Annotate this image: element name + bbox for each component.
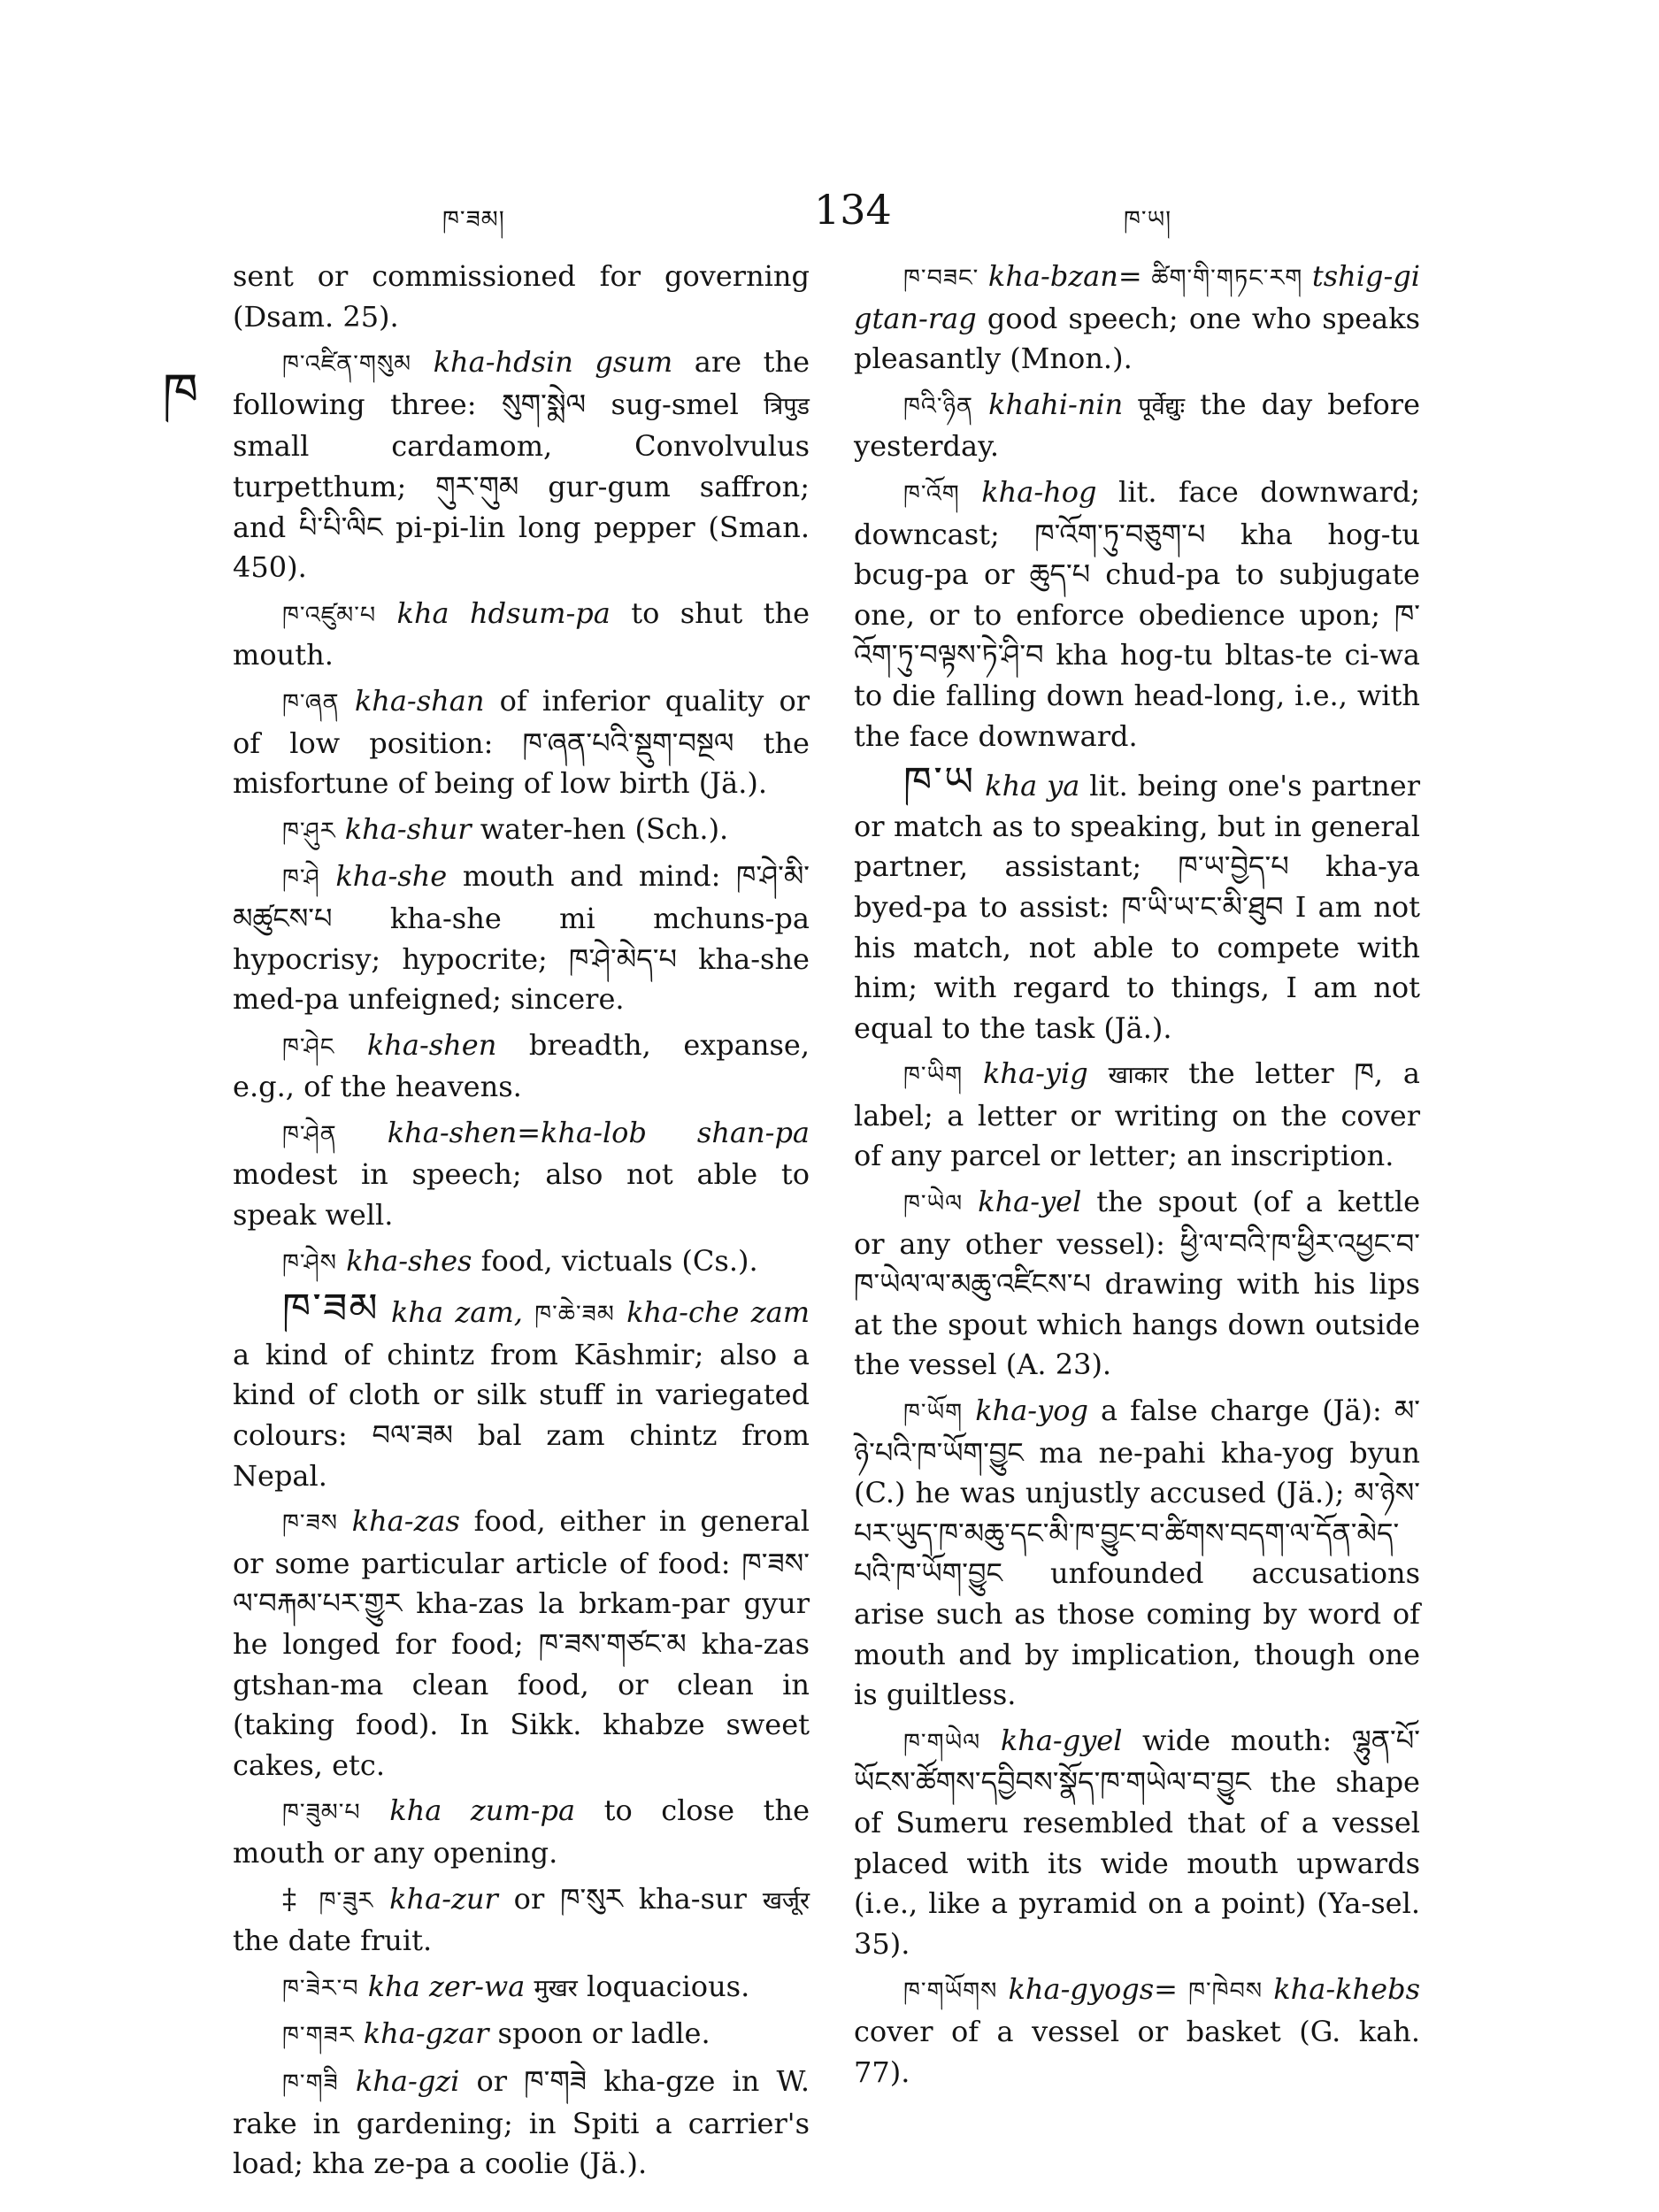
entry-definition: mouth and mind: ཁ་ཤེ་མི་མཚུངས་པ kha-she mi mchuns-pa hypocrisy; hypocrite; ཁ་ཤེ་མེད་པ kha-she med-pa unfeigned; sincere. [233, 859, 810, 1017]
headword-transliteration: kha-gzar [363, 2016, 489, 2051]
entry-definition-cont: the day before yesterday. [854, 387, 1421, 464]
entry-definition [525, 1970, 534, 2003]
dictionary-entry [233, 257, 810, 337]
entry-definition-cont: the letter ཁ, a label; a letter or writing on the cover of any parcel or letter; an inscription. [854, 1056, 1421, 1173]
dictionary-entry [233, 1791, 810, 1873]
headword-transliteration: kha ya [985, 769, 1080, 803]
headword-tibetan: ཁ་ཞན [282, 688, 340, 717]
headword-transliteration: kha-gyel [1000, 1723, 1123, 1757]
left-column [233, 257, 810, 2190]
dictionary-entry [233, 1879, 810, 1962]
headword-transliteration: kha-zas [351, 1504, 460, 1539]
headword-tibetan: ཁ་འོག [903, 480, 960, 508]
headword-transliteration: khahi-nin [988, 387, 1124, 421]
right-column [854, 257, 1420, 2098]
headword-tibetan: ཁ་ཟེར་བ [282, 1974, 359, 2002]
dictionary-entry [233, 594, 810, 676]
headword-tibetan: ཁ་ཟུར [319, 1886, 374, 1915]
headword-tibetan: ཁ་གཡེལ [903, 1728, 981, 1756]
entry-definition: lit. face downward; downcast; ཁ་འོག་ཏུ་བཅུག་པ kha hog-tu bcug-pa or ཆུད་པ chud-pa to subjugate one, or to enforce obedience upon; ཁ་འོག་ཏུ་བལྟས་ཏེ་ཤི་བ kha hog-tu bltas-te ci-wa to die falling down head-long, i.e., with the face downward. [854, 474, 1421, 753]
entry-definition-cont: small cardamom, Convolvulus turpetthum; གུར་གུམ gur-gum saffron; and པི་པི་ལིང pi-pi-lin long pepper (Sman. 450). [233, 429, 810, 585]
dictionary-entry [854, 1054, 1420, 1177]
entry-definition-cont: the date fruit. [233, 1924, 433, 1958]
entry-text: sent or commissioned for governing (Dsam. 25). [233, 259, 810, 334]
headword-tibetan: ཁ་འཛིན་གསུམ [282, 350, 412, 379]
headword-tibetan: ཁ་ཡོག [903, 1399, 964, 1427]
headword-tibetan-large: ཁ་ཡ [903, 757, 976, 806]
sanskrit-equivalent: खर्जूर [762, 1886, 810, 1915]
headword-transliteration: kha-shen [366, 1027, 497, 1062]
headword-transliteration: kha-shur [344, 811, 472, 846]
headword-tibetan: ཁ་གཟི [282, 2069, 339, 2097]
entry-definition: cover of a vessel or basket (G. kah. 77). [854, 2014, 1420, 2089]
headword-transliteration: kha-yog [975, 1394, 1088, 1428]
headword-tibetan: ཁ་འཛུམ་པ [282, 601, 377, 629]
header-right-tibetan: ཁ་ཡ། [1124, 206, 1172, 234]
entry-definition: breadth, expanse, e.g., of the heavens. [233, 1027, 810, 1104]
dictionary-entry [233, 810, 810, 852]
headword-transliteration: kha zum-pa [389, 1793, 576, 1828]
headword-tibetan: ཁ་གཟར [282, 2022, 355, 2050]
headword-tibetan: ཁ་ཤེང [282, 1033, 335, 1061]
dictionary-entry [233, 342, 810, 588]
headword-tibetan: ཁ་ཤེས [282, 1248, 337, 1277]
headword-tibetan: ཁ་ཤེ [282, 864, 320, 893]
dictionary-entry [854, 472, 1420, 757]
headword-transliteration: kha-hog [981, 474, 1097, 509]
entry-definition: to close the mouth or any opening. [233, 1793, 810, 1870]
headword-transliteration: kha zer-wa [367, 1969, 526, 2003]
dagger-mark: ‡ [282, 1881, 319, 1916]
headword-transliteration: kha-hdsin gsum [433, 345, 673, 380]
synonym-transliteration: tshig-gi gtan-rag [854, 259, 1421, 335]
dictionary-entry [854, 1391, 1420, 1716]
dictionary-entry [233, 1502, 810, 1786]
dictionary-entry [233, 1113, 810, 1236]
dictionary-entry [854, 1182, 1420, 1386]
dictionary-entry [233, 681, 810, 804]
synonym-transliteration: kha-khebs [1273, 1972, 1420, 2007]
headword-transliteration: kha-zur [389, 1881, 498, 1916]
headword-transliteration: kha hdsum-pa [396, 595, 611, 630]
headword-transliteration: kha-shen=kha-lob shan-pa [387, 1115, 810, 1149]
headword-transliteration: kha-shan [354, 683, 485, 718]
entry-definition: to shut the mouth. [233, 595, 810, 672]
entry-definition: a kind of chintz from Kāshmir; also a kind of cloth or silk stuff in variegated colours: བལ་ཟམ bal zam chintz from Nepal. [233, 1337, 810, 1493]
headword-tibetan: ཁའི་ཉིན [903, 392, 974, 420]
synonym-tibetan: ཁ་ཁེབས [1188, 1978, 1263, 2006]
headword-tibetan: ཁ་ཟས [282, 1509, 338, 1538]
headword-transliteration: kha-yel [978, 1185, 1082, 1219]
dictionary-entry [233, 1284, 810, 1496]
entry-definition: or ཁ་གཟེ kha-gze in W. rake in gardening; in Spiti a carrier's load; kha ze-pa a coolie (Jä.). [233, 2063, 810, 2181]
headword-transliteration: kha-yig [983, 1056, 1088, 1091]
headword-tibetan: ཁ་ཡེལ [903, 1190, 964, 1218]
page-number: 134 [814, 186, 892, 234]
entry-definition: food, victuals (Cs.). [472, 1243, 758, 1278]
headword-transliteration: kha zam, [391, 1295, 523, 1330]
headword-tibetan: ཁ་གཡོགས [903, 1978, 998, 2006]
dictionary-entry [233, 1967, 810, 2009]
headword-tibetan-large: ཁ་ཟམ [282, 1284, 380, 1333]
sanskrit-equivalent: त्रिपुड [764, 392, 810, 420]
headword-transliteration: kha-she [335, 859, 448, 894]
entry-definition: or ཁ་སུར kha-sur [497, 1881, 763, 1916]
headword-transliteration: kha-bzan= [987, 259, 1142, 293]
headword-tibetan: ཁ་ཤེན [282, 1120, 337, 1148]
sanskrit-equivalent: पूर्वेद्युः [1138, 392, 1186, 420]
headword-tibetan: ཁ་ཡིག [903, 1062, 964, 1090]
synonym-tibetan: ཁ་ཆེ་ཟམ [534, 1301, 615, 1329]
entry-definition: of inferior quality or of low position: ཁ་ཞན་པའི་སྡུག་བསྔལ the misfortune of being of low birth (Jä.). [233, 683, 810, 801]
synonym-tibetan: ཚིག་གི་གཏང་རག [1151, 265, 1303, 292]
sanskrit-equivalent: खाकार [1108, 1062, 1169, 1090]
dictionary-entry [233, 2062, 810, 2185]
page-header [0, 186, 1659, 248]
synonym-transliteration: kha-che zam [626, 1295, 810, 1330]
dictionary-entry [233, 856, 810, 1019]
entry-definition [1088, 1056, 1109, 1090]
dictionary-entry [233, 2014, 810, 2056]
entry-definition [1123, 388, 1138, 421]
dictionary-entry [854, 1970, 1420, 2093]
header-left-tibetan: ཁ་ཟམ། [442, 206, 505, 234]
dictionary-entry [854, 757, 1421, 1048]
entry-definition-cont: loquacious. [577, 1969, 750, 2003]
dictionary-entry [854, 385, 1420, 467]
entry-definition: the spout (of a kettle or any other vessel): ཕྱི་ལ་བའི་ཁ་ཕྱིར་འཕྱང་བ་ཁ་ཡེལ་ལ་མཆུ་འཛིངས་པ drawing with his lips at the spout which hangs down outside the vessel (A. 23). [854, 1185, 1421, 1382]
entry-definition: spoon or ladle. [488, 2016, 710, 2051]
entry-definition: modest in speech; also not able to speak well. [233, 1157, 810, 1233]
headword-transliteration: kha-gzi [355, 2063, 460, 2098]
entry-definition: good speech; one who speaks pleasantly (Mnon.). [854, 301, 1420, 376]
dictionary-entry [233, 1025, 810, 1108]
entry-definition: wide mouth: ལྷུན་པོ་ཡོངས་ཚོགས་དབྱིབས་སྣོད་ཁ་གཡེལ་བ་བྱུང the shape of Sumeru resembled that of a vessel placed with its wide mouth upwards (i.e., like a pyramid on a point) (Ya-sel. 35). [854, 1723, 1421, 1961]
entry-definition: food, either in general or some particular article of food: ཁ་ཟས་ལ་བརྐམ་པར་གྱུར kha-zas la brkam-par gyur he longed for food; ཁ་ཟས་གཙང་མ kha-zas gtshan-ma clean food, or clean in (taking food). In Sikk. khabze sweet cakes, etc. [233, 1504, 810, 1782]
dictionary-entry [854, 1721, 1420, 1965]
entry-definition: a false charge (Jä): མ་ཉེ་པའི་ཁ་ཡོག་བྱུང ma ne-pahi kha-yog byun (C.) he was unjustly accused (Jä.); མ་ཉེས་པར་ཡུད་ཁ་མཆུ་དང་མི་ཁ་བྱུང་བ་ཚིགས་བདག་ལ་དོན་མེད་པའི་ཁ་ཡོག་བྱུང unfounded accusations arise such as those coming by word of mouth and by implication, though one is guiltless. [854, 1394, 1420, 1712]
dictionary-entry [854, 257, 1420, 380]
sanskrit-equivalent: मुखर [534, 1974, 578, 2002]
margin-letter-mark: ཁ [162, 362, 199, 422]
headword-transliteration: kha-gyogs= [1008, 1972, 1178, 2007]
headword-transliteration: kha-shes [346, 1243, 472, 1278]
headword-tibetan: ཁ་བཟང་ [903, 265, 979, 292]
entry-definition: are the following three: སུག་སྨེལ sug-smel [233, 345, 810, 421]
headword-tibetan: ཁ་ཟུམ་པ [282, 1799, 361, 1827]
entry-definition: water-hen (Sch.). [471, 811, 729, 846]
dictionary-entry [233, 1241, 810, 1284]
entry-definition: lit. being one's partner or match as to speaking, but in general partner, assistant; ཁ་ཡ་བྱེད་པ kha-ya byed-pa to assist: ཁ་ཡི་ཡ་ང་མི་ཐུབ I am not his match, not able to compete with him; with regard to things, I am not equal to the task (Jä.). [854, 769, 1421, 1045]
headword-tibetan: ཁ་ཤུར [282, 817, 336, 845]
